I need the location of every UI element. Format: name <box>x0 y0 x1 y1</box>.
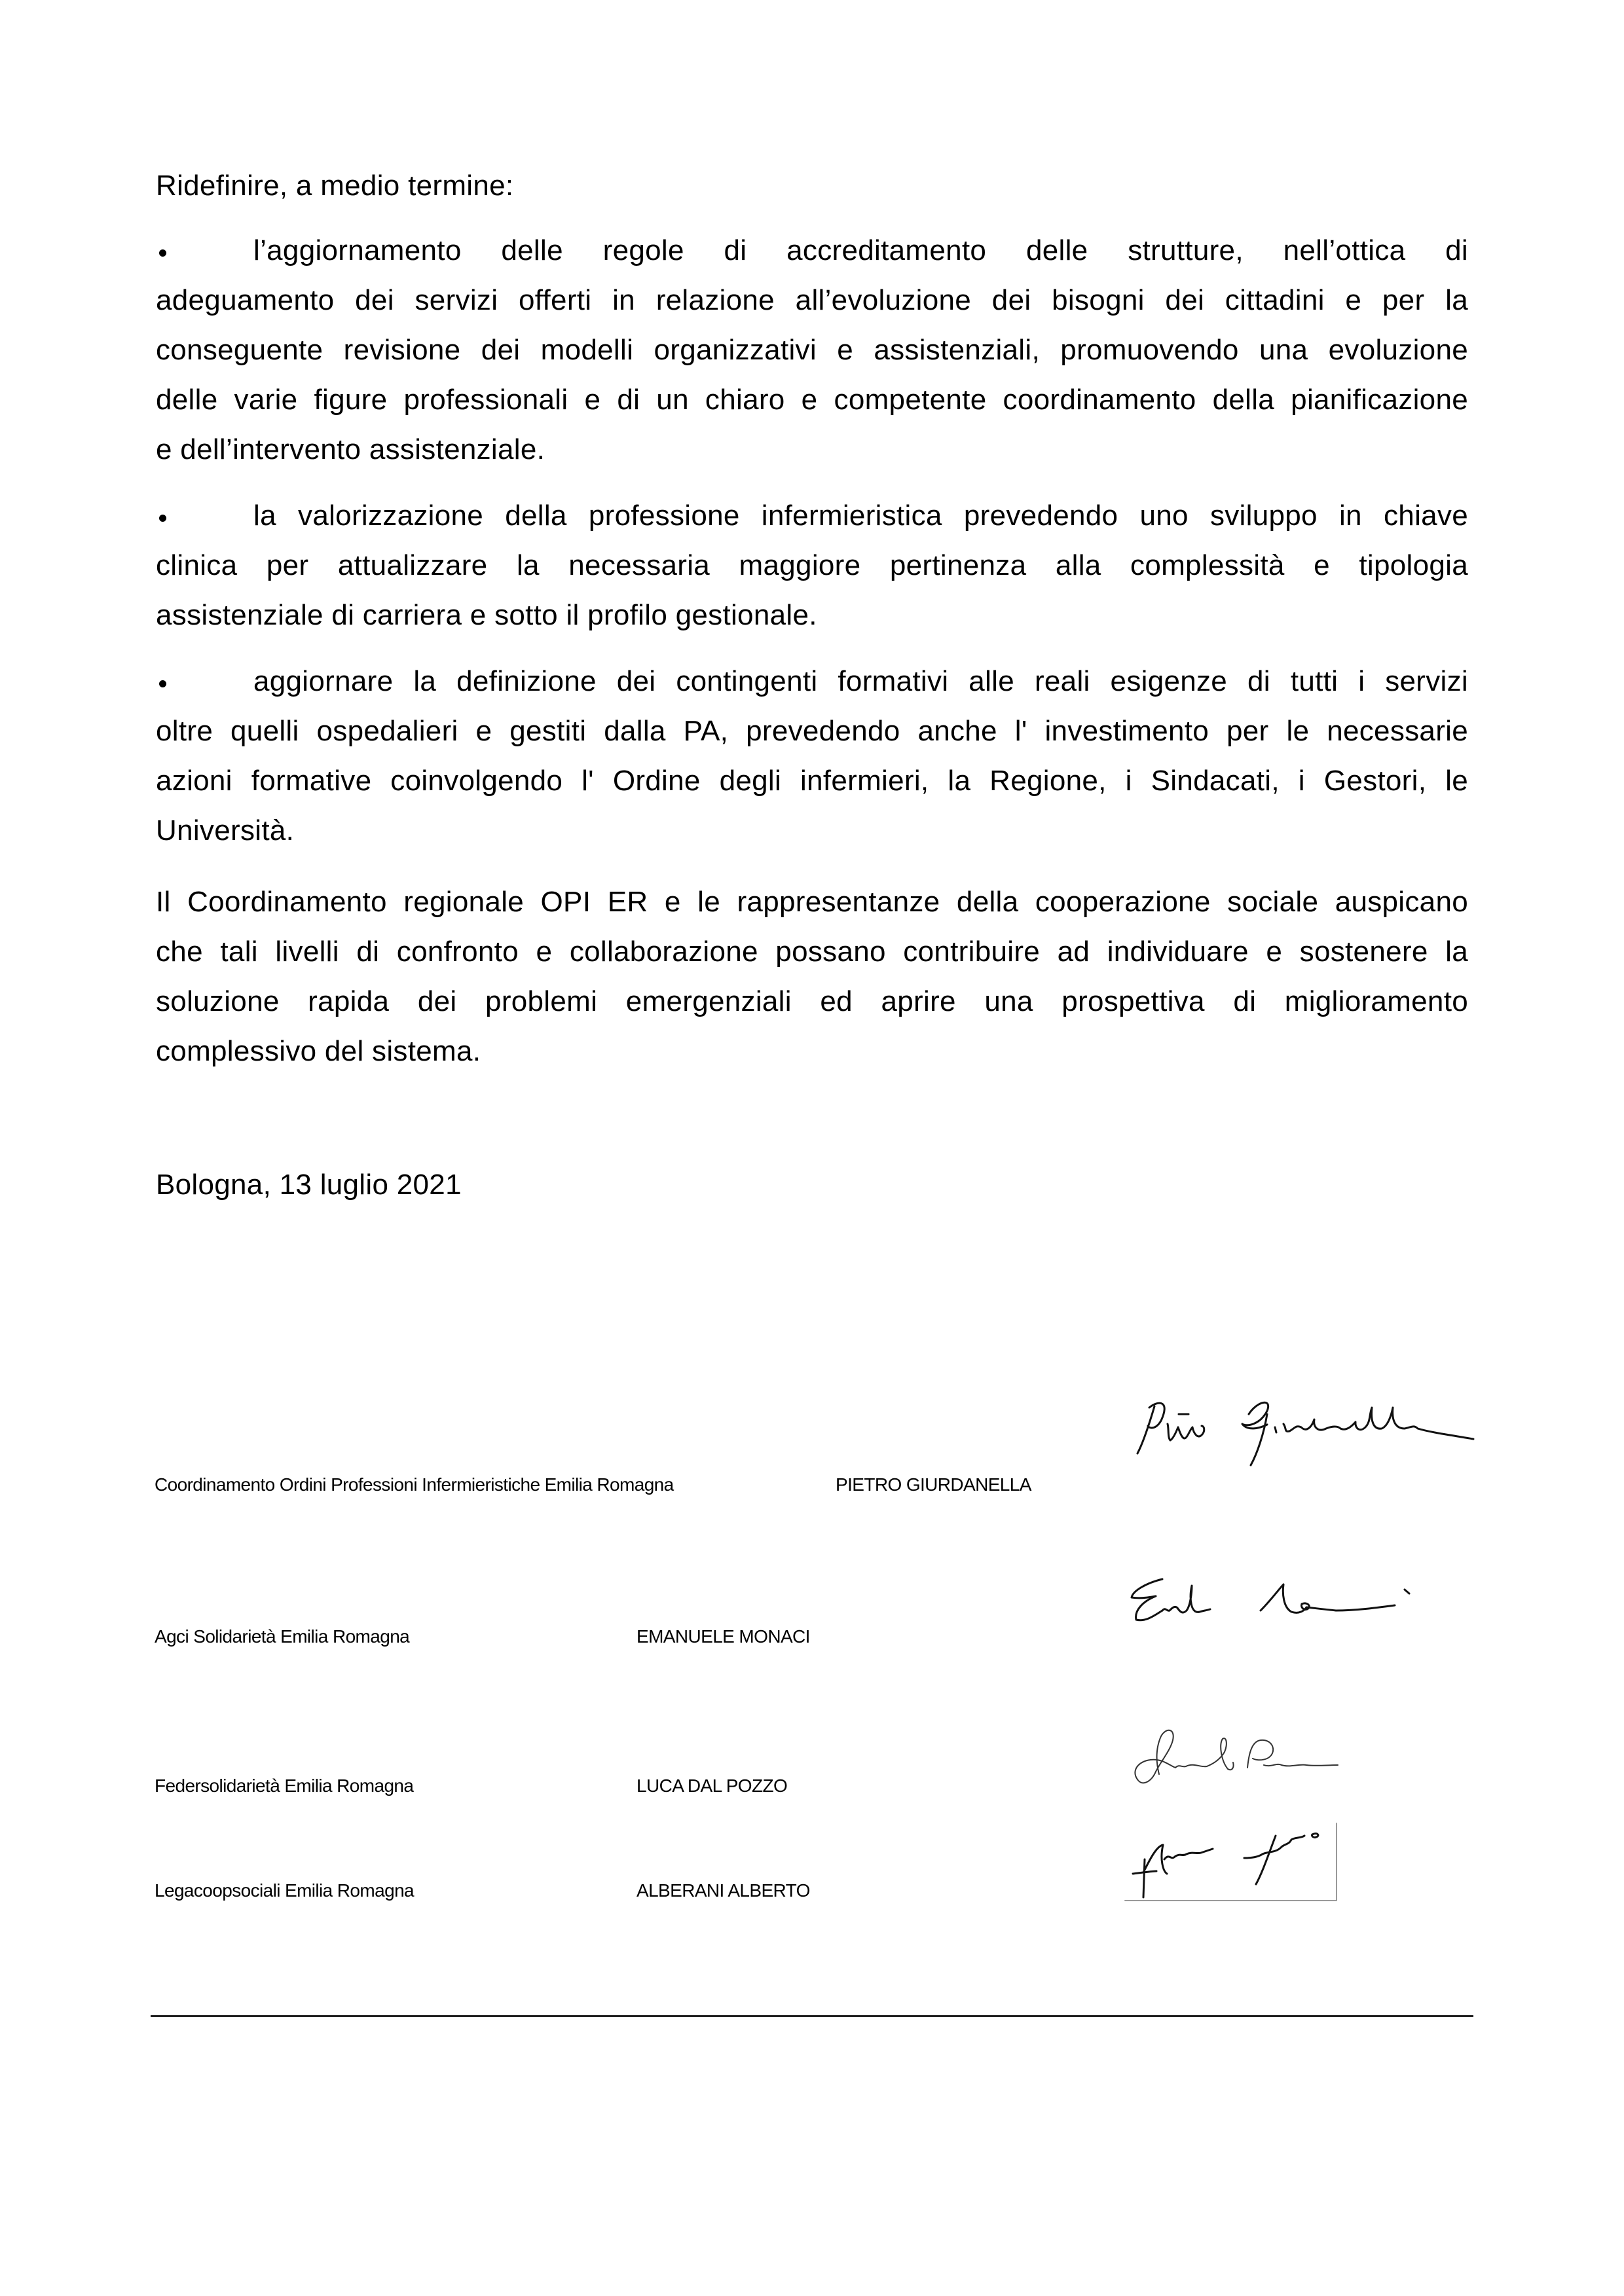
signatory-org-2: Agci Solidarietà Emilia Romagna <box>155 1626 410 1647</box>
bullet-2-line-3: assistenziale di carriera e sotto il profilo gestionale. <box>156 599 817 631</box>
signature-pietro-giurdanella-icon <box>1130 1388 1483 1473</box>
bullet-2-line-2: clinica per attualizzare la necessaria maggiore pertinenza alla complessità e tipologia <box>156 549 1468 581</box>
signatory-org-1: Coordinamento Ordini Professioni Infermieristiche Emilia Romagna <box>155 1474 674 1495</box>
bullet-icon <box>159 680 166 687</box>
bullet-3-line-4: Università. <box>156 814 295 847</box>
place-date-text: Bologna, 13 luglio 2021 <box>156 1169 462 1201</box>
signature-alberani-alberto-icon <box>1124 1820 1340 1902</box>
signatory-org-4: Legacoopsociali Emilia Romagna <box>155 1880 415 1901</box>
signatory-name-1: PIETRO GIURDANELLA <box>836 1474 1031 1495</box>
bullet-2-line-1: la valorizzazione della professione infermieristica prevedendo uno sviluppo in chiave <box>253 500 1468 532</box>
bullet-1-line-1: l’aggiornamento delle regole di accreditamento delle strutture, nell’ottica di <box>253 234 1468 266</box>
intro-text: Ridefinire, a medio termine: <box>156 170 514 202</box>
footer-divider <box>151 2015 1473 2017</box>
bullet-1-line-5: e dell’intervento assistenziale. <box>156 433 545 465</box>
signatory-name-2: EMANUELE MONACI <box>637 1626 810 1647</box>
signatory-name-3: LUCA DAL POZZO <box>637 1776 788 1796</box>
bullet-1-line-3: conseguente revisione dei modelli organizzativi e assistenziali, promuovendo una evoluzione <box>156 334 1468 366</box>
bullet-1-line-4: delle varie figure professionali e di un chiaro e competente coordinamento della pianificazione <box>156 384 1468 416</box>
signature-emanuele-monaci-icon <box>1126 1571 1421 1630</box>
closing-line-2: che tali livelli di confronto e collaborazione possano contribuire ad individuare e sostenere la <box>156 936 1468 968</box>
closing-line-1: Il Coordinamento regionale OPI ER e le rappresentanze della cooperazione sociale auspicano <box>156 886 1468 918</box>
signature-luca-dal-pozzo-icon <box>1130 1722 1352 1794</box>
bullet-1-line-2: adeguamento dei servizi offerti in relazione all’evoluzione dei bisogni dei cittadini e per la <box>156 284 1468 316</box>
signatory-name-4: ALBERANI ALBERTO <box>637 1880 810 1901</box>
bullet-3-line-2: oltre quelli ospedalieri e gestiti dalla PA, prevedendo anche l' investimento per le necessarie <box>156 715 1468 747</box>
bullet-icon <box>159 249 166 257</box>
bullet-3-line-3: azioni formative coinvolgendo l' Ordine degli infermieri, la Regione, i Sindacati, i Gestori, le <box>156 765 1468 797</box>
signatory-org-3: Federsolidarietà Emilia Romagna <box>155 1776 414 1796</box>
bullet-icon <box>159 515 166 522</box>
closing-line-3: soluzione rapida dei problemi emergenziali ed aprire una prospettiva di miglioramento <box>156 985 1468 1017</box>
closing-line-4: complessivo del sistema. <box>156 1035 481 1067</box>
bullet-3-line-1: aggiornare la definizione dei contingenti formativi alle reali esigenze di tutti i servizi <box>253 665 1468 697</box>
